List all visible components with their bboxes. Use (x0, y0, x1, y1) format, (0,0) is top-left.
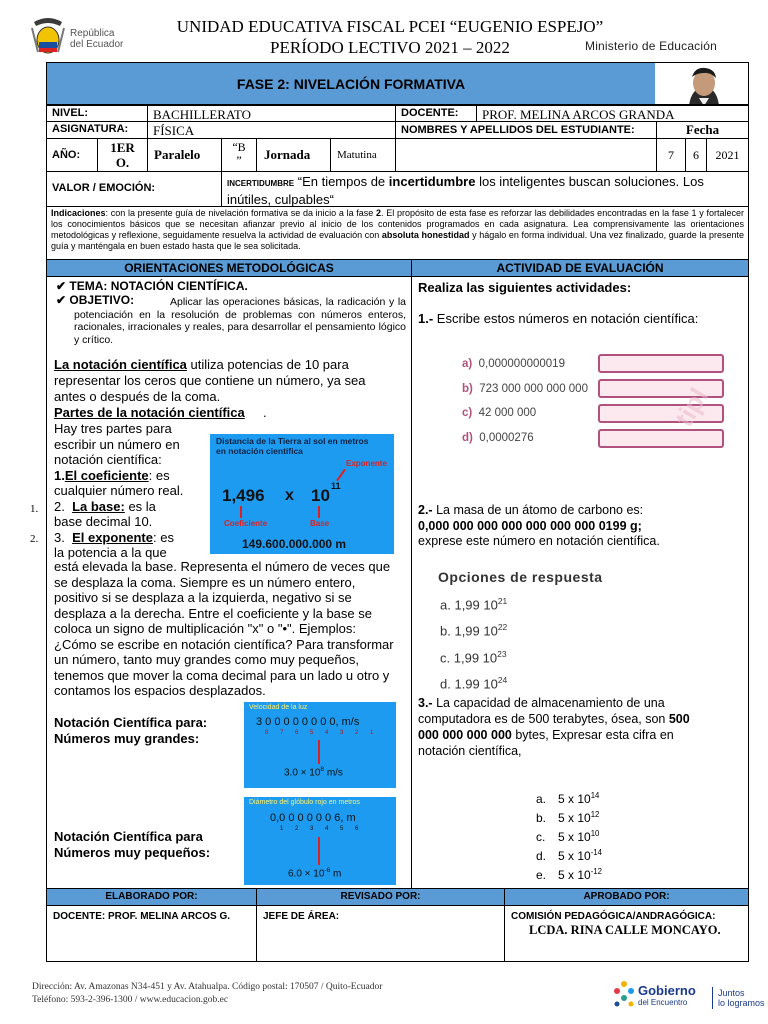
right-header-text: ACTIVIDAD DE EVALUACIÓN (496, 261, 664, 275)
objetivo-label: OBJETIVO: (69, 293, 135, 307)
grandes-title: Notación Científica para: Números muy grandes: (54, 715, 208, 746)
portrait-image (655, 63, 749, 105)
partes-dot: . (263, 405, 267, 420)
part-1 (54, 468, 183, 484)
paralelo-value-1: “B (232, 140, 246, 154)
part-3-text: : es (153, 529, 174, 545)
img2-result: $3.0 \times 10^8$ m/s (284, 766, 343, 779)
date-month: 6 (693, 148, 699, 162)
img2-arrow (318, 740, 320, 764)
right-column-header (411, 259, 749, 277)
exponent-explanation: está elevada la base. Representa el número de veces que se desplaza la coma. Siempre es un número entero, positivo si se desplaza a la izquierda, negativo si se desplaza a la derecha. Entre el coeficiente y la base se coloca un signo de multiplicación "x" o "•". Ejemplos: ¿Cómo se escribe en notación científica? Para transformar un número, tanto muy grandes como muy pequeños, tenemos que mover la coma decimal para un lado u otro y contamos los espacios desplazados. (54, 559, 394, 698)
q3-option[interactable]: c. 5 x $10^{10}$ (536, 829, 600, 844)
anio-label: AÑO: (52, 149, 81, 161)
tema-line (56, 279, 248, 293)
check-icon: ✔ (56, 279, 70, 293)
q3-option[interactable]: b. 5 x $10^{12}$ (536, 810, 600, 825)
valor-label: VALOR / EMOCIÓN: (52, 182, 156, 194)
valor-quote-a: “En tiempos de (297, 174, 389, 189)
intro-bold: La notación científica (54, 357, 187, 372)
q1-items (462, 352, 592, 450)
q1-item: c) 42 000 000 (462, 407, 537, 419)
opciones-title: Opciones de respuesta (438, 569, 603, 585)
fecha-label-cell (656, 121, 749, 139)
phase-title: FASE 2: NIVELACIÓN FORMATIVA (236, 76, 466, 92)
indicaciones-text-c: y hágalo en forma individual. Una vez finalizado, guarde la presente guía y manténgala en buen estado hasta que le sea solicitada. (51, 230, 745, 251)
anio-value-1: 1ER (110, 140, 135, 155)
outer-num-2: 2. (30, 533, 39, 545)
part-1-text: : es (148, 467, 170, 483)
footer-divider (712, 987, 713, 1009)
portrait-frame (655, 62, 749, 105)
arrow-base (318, 506, 320, 518)
jornada-label-cell (256, 138, 331, 172)
img1-x: x (285, 487, 294, 504)
question-3: 3.- La capacidad de almacenamiento de una computadora es de 500 terabytes, ósea, son 500 000 000 000 000 bytes, Expresar esta cifra en notación científica, (418, 696, 690, 758)
valor-quote-bold: incertidumbre (388, 174, 476, 189)
indicaciones-label: Indicaciones (51, 208, 106, 218)
logo-text: República del Ecuador (70, 28, 124, 50)
svg-text:tipl: tipl (668, 382, 715, 432)
gobierno-icon (612, 978, 636, 1008)
asignatura-label: ASIGNATURA: (52, 123, 129, 135)
part-2-label: La base: (72, 498, 125, 514)
indicaciones-text-b: . El propósito de esta fase es reforzar las debilidades encontradas en la fase 1 y fortalecer los conocimientos básicos que se necesitan afianzar previo al inicio de los contenidos programados en cada asignatura. Lea comprensivamente las orientaciones metodológicas y reflexione, seguidamente resuelva la actividad de evaluación con (51, 208, 744, 240)
nivel-label-cell (46, 105, 148, 122)
nivel-label: NIVEL: (52, 107, 89, 119)
jornada-value-cell (330, 138, 396, 172)
valor-keyword: INCERTIDUMBRE (227, 179, 295, 188)
q2-option[interactable]: c. 1,99 $10^{23}$ (440, 648, 507, 665)
ministry-label: Ministerio de Educación (585, 39, 718, 53)
img1-title-2: en notación científica (216, 445, 303, 456)
jornada-label: Jornada (264, 147, 311, 162)
q1-item: b) 723 000 000 000 000 (462, 382, 588, 395)
ecuador-logo (30, 16, 66, 56)
anio-value-cell (97, 138, 148, 172)
school-name: UNIDAD EDUCATIVA FISCAL PCEI “EUGENIO ESPEJO” (176, 17, 604, 36)
paralelo-value-2: ” (236, 153, 242, 167)
q3-option[interactable]: e. 5 x $10^{-12}$ (536, 867, 602, 882)
q1-item: a) 0,000000000019 (462, 358, 565, 370)
indicaciones-box (46, 206, 749, 260)
img1-base: 10 (311, 486, 330, 505)
img3-digits: 1 2 3 4 5 6 (280, 826, 364, 832)
q3-option[interactable]: d. 5 x $10^{-14}$ (536, 848, 602, 863)
part-2 (54, 499, 183, 515)
part-3-label: El exponente (72, 529, 153, 545)
check-icon: ✔ (56, 293, 70, 307)
img2-title: Velocidad de la luz (249, 704, 308, 711)
decorative-watermark (660, 345, 740, 455)
date-year: 2021 (715, 148, 740, 162)
revisado-header: REVISADO POR: (256, 888, 505, 906)
part-1-num: 1. (54, 467, 65, 483)
partes-intro-2: escribir un número en (54, 436, 180, 452)
page-footer-address: Dirección: Av. Amazonas N34-451 y Av. Atahualpa. Código postal: 170507 / Quito-Ecuador Teléfono: 593-2-396-1300 / www.educacion.gob.ec (32, 982, 383, 1005)
part-1-text-2: cualquier número real. (54, 483, 184, 498)
asignatura-label-cell (46, 121, 148, 139)
q1-item: d) 0,0000276 (462, 431, 534, 444)
img1-coef-label: Coeficiente (224, 519, 268, 528)
left-column-header (46, 259, 412, 277)
part-1-label: El coeficiente (64, 467, 149, 483)
docente-value: PROF. MELINA ARCOS GRANDA (482, 107, 675, 122)
date-day-cell (656, 138, 686, 172)
left-header-text: ORIENTACIONES METODOLÓGICAS (124, 261, 334, 275)
img1-base-label: Base (310, 519, 330, 528)
anio-value-2: O. (115, 155, 130, 170)
q2-option[interactable]: a. 1,99 $10^{21}$ (440, 596, 508, 613)
elaborado-cell: DOCENTE: PROF. MELINA ARCOS G. (46, 905, 257, 962)
img3-number: 0,0 0 0 0 0 0 6, m (270, 812, 356, 824)
q2-option[interactable]: b. 1,99 $10^{22}$ (440, 622, 508, 639)
estudiante-name-field[interactable] (395, 138, 657, 172)
img1-exponente-label: Exponente (346, 459, 387, 468)
school-period: PERÍODO LECTIVO 2021 – 2022 (270, 38, 510, 57)
jornada-value: Matutina (337, 149, 377, 161)
pequenos-title: Notación Científica para Números muy pequeños: (54, 829, 211, 860)
gobierno-text: Gobierno del Encuentro (638, 983, 696, 1007)
right-instructions: Realiza las siguientes actividades: (418, 280, 632, 295)
elaborado-header: ELABORADO POR: (46, 888, 257, 906)
img3-result: $6.0 \times 10^{-6}$ m (288, 867, 342, 880)
aprobado-header: APROBADO POR: (504, 888, 749, 906)
img3-title: Diámetro del glóbulo rojo en metros (249, 799, 360, 806)
sun-distance-image (210, 434, 394, 554)
tema-text: TEMA: NOTACIÓN CIENTÍFICA. (69, 279, 248, 293)
img1-number: 149.600.000.000 m (242, 537, 347, 551)
part-3-inner: 3. (54, 529, 65, 545)
img2-digits: 8 7 6 5 4 3 2 1 (265, 730, 379, 736)
part-2-text: es la (124, 498, 156, 514)
date-year-cell (706, 138, 749, 172)
school-title (150, 16, 630, 58)
img2-number: 3 0 0 0 0 0 0 0 0, m/s (256, 716, 360, 728)
anio-label-cell (46, 138, 98, 172)
juntos-text: Juntos lo logramos (718, 988, 765, 1008)
outer-num-1: 1. (30, 503, 39, 515)
valor-value-cell (221, 171, 749, 207)
nivel-value: BACHILLERATO (153, 107, 251, 122)
img1-title-1: Distancia de la Tierra al sol en metros (216, 436, 369, 446)
paralelo-label: Paralelo (154, 147, 201, 162)
q3-options (536, 788, 602, 883)
fecha-label: Fecha (685, 122, 720, 137)
asignatura-value: FÍSICA (153, 123, 195, 138)
docente-label-cell (395, 105, 477, 122)
indicaciones-text-a: : con la presente guía de nivelación formativa se da inicio a la fase (105, 208, 377, 218)
date-month-cell (685, 138, 707, 172)
gobierno-logo (612, 978, 636, 1013)
partes-title: Partes de la notación científica (54, 405, 245, 420)
part-2-text-2: base decimal 10. (54, 514, 153, 529)
valor-label-cell (46, 171, 222, 207)
date-day: 7 (668, 148, 674, 162)
paralelo-label-cell (147, 138, 222, 172)
img1-exp: 11 (331, 481, 341, 491)
phase-title-bar (46, 62, 656, 105)
part-3 (54, 530, 183, 546)
asignatura-value-cell (147, 121, 396, 139)
img1-coef: 1,496 (222, 486, 265, 505)
q2-option[interactable]: d. 1.99 $10^{24}$ (440, 674, 508, 692)
valor-quote-b: los inteligentes buscan soluciones. Los inútiles, culpables“ (227, 174, 704, 207)
docente-value-cell (476, 105, 749, 122)
question-1: 1.- Escribe estos números en notación científica: (418, 311, 699, 326)
estudiante-label-cell (395, 121, 657, 139)
part-3-text-2: la potencia a la que (54, 545, 167, 560)
nivel-value-cell (147, 105, 396, 122)
red-blood-cell-image (244, 797, 396, 885)
intro-paragraph (54, 357, 394, 405)
revisado-cell: JEFE DE ÁREA: (256, 905, 505, 962)
estudiante-label: NOMBRES Y APELLIDOS DEL ESTUDIANTE: (401, 124, 635, 136)
arrow-coef (240, 506, 242, 518)
intro-text: utiliza potencias de 10 para representar los ceros que contiene un número, ya sea antes o después de la coma. (54, 357, 366, 404)
img3-arrow (318, 837, 320, 865)
question-2: 2.- La masa de un átomo de carbono es: 0,000 000 000 000 000 000 000 0199 g; exprese este número en notación científica. (418, 503, 660, 548)
partes-intro-3: notación científica: (54, 452, 162, 467)
indicaciones-bold-hon: absoluta honestidad (381, 230, 470, 240)
docente-label: DOCENTE: (401, 107, 459, 119)
q2-options (440, 590, 507, 695)
arrow-exp (336, 469, 346, 482)
objetivo-text: Aplicar las operaciones básicas, la radicación y la potenciación en la resolución de problemas con números enteros, racionales, irracionales y reales, para desarrollar el pensamiento lógico y crítico. (74, 296, 406, 346)
aprobado-cell: COMISIÓN PEDAGÓGICA/ANDRAGÓGICA: LCDA. RINA CALLE MONCAYO. (504, 905, 749, 962)
paralelo-value-cell (221, 138, 257, 172)
part-2-inner: 2. (54, 498, 65, 514)
q3-option[interactable]: a. 5 x $10^{14}$ (536, 791, 600, 806)
light-speed-image (244, 702, 396, 788)
partes-intro-1: Hay tres partes para (54, 421, 172, 436)
indicaciones-bold-2: 2 (376, 208, 382, 218)
partes-intro (54, 421, 183, 561)
